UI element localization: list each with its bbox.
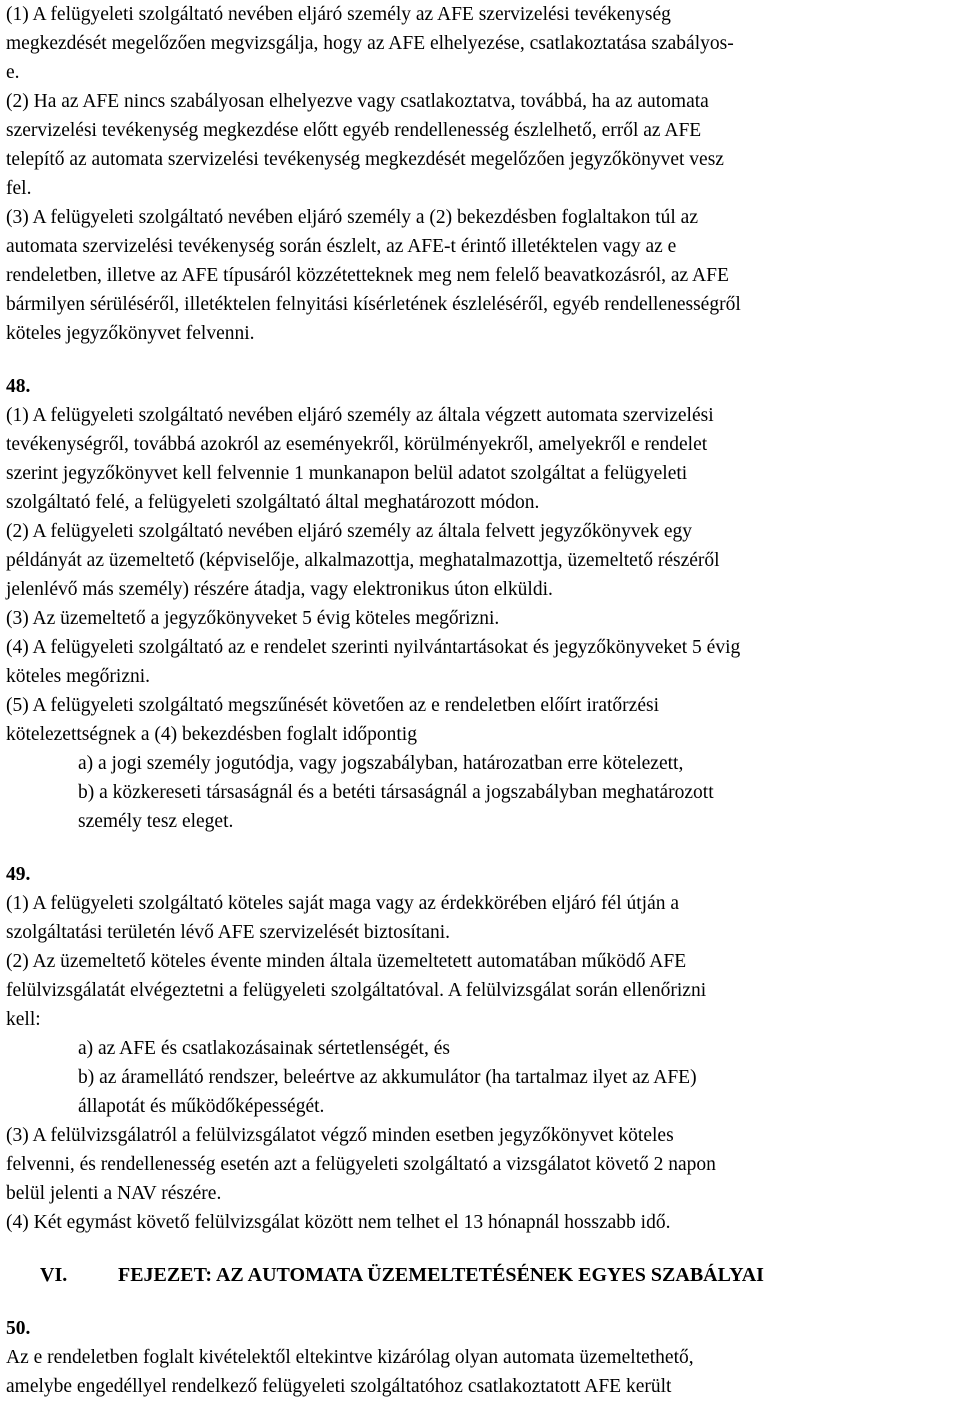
text-line: szervizelési tevékenység megkezdése előtt egyéb rendellenesség észlelhető, erről az AFE [6,120,702,141]
spacer [6,1237,956,1261]
text-line: rendeletben, illetve az AFE típusáról közzétetteknek meg nem felelő beavatkozásról, az AFE [6,265,729,286]
section-number: 49. [6,864,31,885]
text-line: bármilyen sérüléséről, illetéktelen felnyitási kísérletének észleléséről, egyéb rendellenességről [6,294,741,315]
list-item: a) a jogi személy jogutódja, vagy jogszabályban, határozatban erre kötelezett, [78,753,684,774]
text-line: kell: [6,1009,41,1030]
text-line: automata szervizelési tevékenység során észlelt, az AFE-t érintő illetéktelen vagy az e [6,236,677,257]
chapter-heading [6,1261,956,1290]
section-heading-50 [6,1314,956,1343]
list-item-continued: személy tesz eleget. [78,811,234,832]
text-line: amelybe engedéllyel rendelkező felügyeleti szolgáltatóhoz csatlakoztatott AFE került [6,1376,672,1397]
text-line: köteles jegyzőkönyvet felvenni. [6,323,255,344]
text-line: szolgáltatási területén lévő AFE szervizelését biztosítani. [6,922,451,943]
text-line: (3) Az üzemeltető a jegyzőkönyveket 5 évig köteles megőrizni. [6,608,500,629]
text-line: (4) A felügyeleti szolgáltató az e rendelet szerinti nyilvántartásokat és jegyzőkönyveket 5 évig [6,637,741,658]
spacer [6,1290,956,1314]
text-line: példányát az üzemeltető (képviselője, alkalmazottja, meghatalmazottja, üzemeltető részéről [6,550,720,571]
text-line: szerint jegyzőkönyvet kell felvennie 1 munkanapon belül adatot szolgáltat a felügyeleti [6,463,688,484]
text-line: fel. [6,178,32,199]
list-item: b) az áramellátó rendszer, beleértve az akkumulátor (ha tartalmaz ilyet az AFE) [78,1067,697,1088]
text-line: (1) A felügyeleti szolgáltató nevében eljáró személy az általa végzett automata szervizelési [6,405,714,426]
text-line: (1) A felügyeleti szolgáltató nevében eljáró személy az AFE szervizelési tevékenység [6,4,671,25]
section-heading-49 [6,860,956,889]
chapter-title: FEJEZET: AZ AUTOMATA ÜZEMELTETÉSÉNEK EGYES SZABÁLYAI [118,1264,764,1286]
text-line: felülvizsgálatát elvégeztetni a felügyeleti szolgáltatóval. A felülvizsgálat során ellenőrizni [6,980,707,1001]
text-line: köteles megőrizni. [6,666,151,687]
text-line: Az e rendeletben foglalt kivételektől eltekintve kizárólag olyan automata üzemeltethető, [6,1347,694,1368]
spacer [6,836,956,860]
text-line: megkezdését megelőzően megvizsgálja, hogy az AFE elhelyezése, csatlakoztatása szabályos- [6,33,734,54]
text-line: telepítő az automata szervizelési tevékenység megkezdését megelőzően jegyzőkönyvet vesz [6,149,724,170]
text-line: e. [6,62,20,83]
section-number: 48. [6,376,31,397]
text-line: jelenlévő más személy) részére átadja, vagy elektronikus úton elküldi. [6,579,553,600]
section-heading-48 [6,372,956,401]
list-item: a) az AFE és csatlakozásainak sértetlenségét, és [78,1038,450,1059]
text-line: (5) A felügyeleti szolgáltató megszűnését követően az e rendeletben előírt iratőrzési [6,695,659,716]
text-line: kötelezettségnek a (4) bekezdésben foglalt időpontig [6,724,417,745]
text-line: szolgáltató felé, a felügyeleti szolgáltató által meghatározott módon. [6,492,540,513]
document-page [6,0,956,1401]
text-line: belül jelenti a NAV részére. [6,1183,222,1204]
text-line: (2) Ha az AFE nincs szabályosan elhelyezve vagy csatlakoztatva, továbbá, ha az automata [6,91,709,112]
spacer [6,348,956,372]
text-line: (3) A felügyeleti szolgáltató nevében eljáró személy a (2) bekezdésben foglaltakon túl az [6,207,698,228]
text-line: tevékenységről, továbbá azokról az eseményekről, körülményekről, amelyekről e rendelet [6,434,708,455]
list-item: b) a közkereseti társaságnál és a betéti társaságnál a jogszabályban meghatározott [78,782,714,803]
text-line: felvenni, és rendellenesség esetén azt a felügyeleti szolgáltató a vizsgálatot követő 2 napon [6,1154,716,1175]
text-line: (2) A felügyeleti szolgáltató nevében eljáró személy az általa felvett jegyzőkönyvek egy [6,521,693,542]
text-line: (3) A felülvizsgálatról a felülvizsgálatot végző minden esetben jegyzőkönyvet köteles [6,1125,674,1146]
text-line: (4) Két egymást követő felülvizsgálat között nem telhet el 13 hónapnál hosszabb idő. [6,1212,671,1233]
list-item-continued: állapotát és működőképességét. [78,1096,325,1117]
chapter-number: VI. [40,1264,68,1286]
section-number: 50. [6,1318,31,1339]
text-line: (1) A felügyeleti szolgáltató köteles saját maga vagy az érdekkörében eljáró fél útján a [6,893,680,914]
text-line: (2) Az üzemeltető köteles évente minden általa üzemeltetett automatában működő AFE [6,951,687,972]
